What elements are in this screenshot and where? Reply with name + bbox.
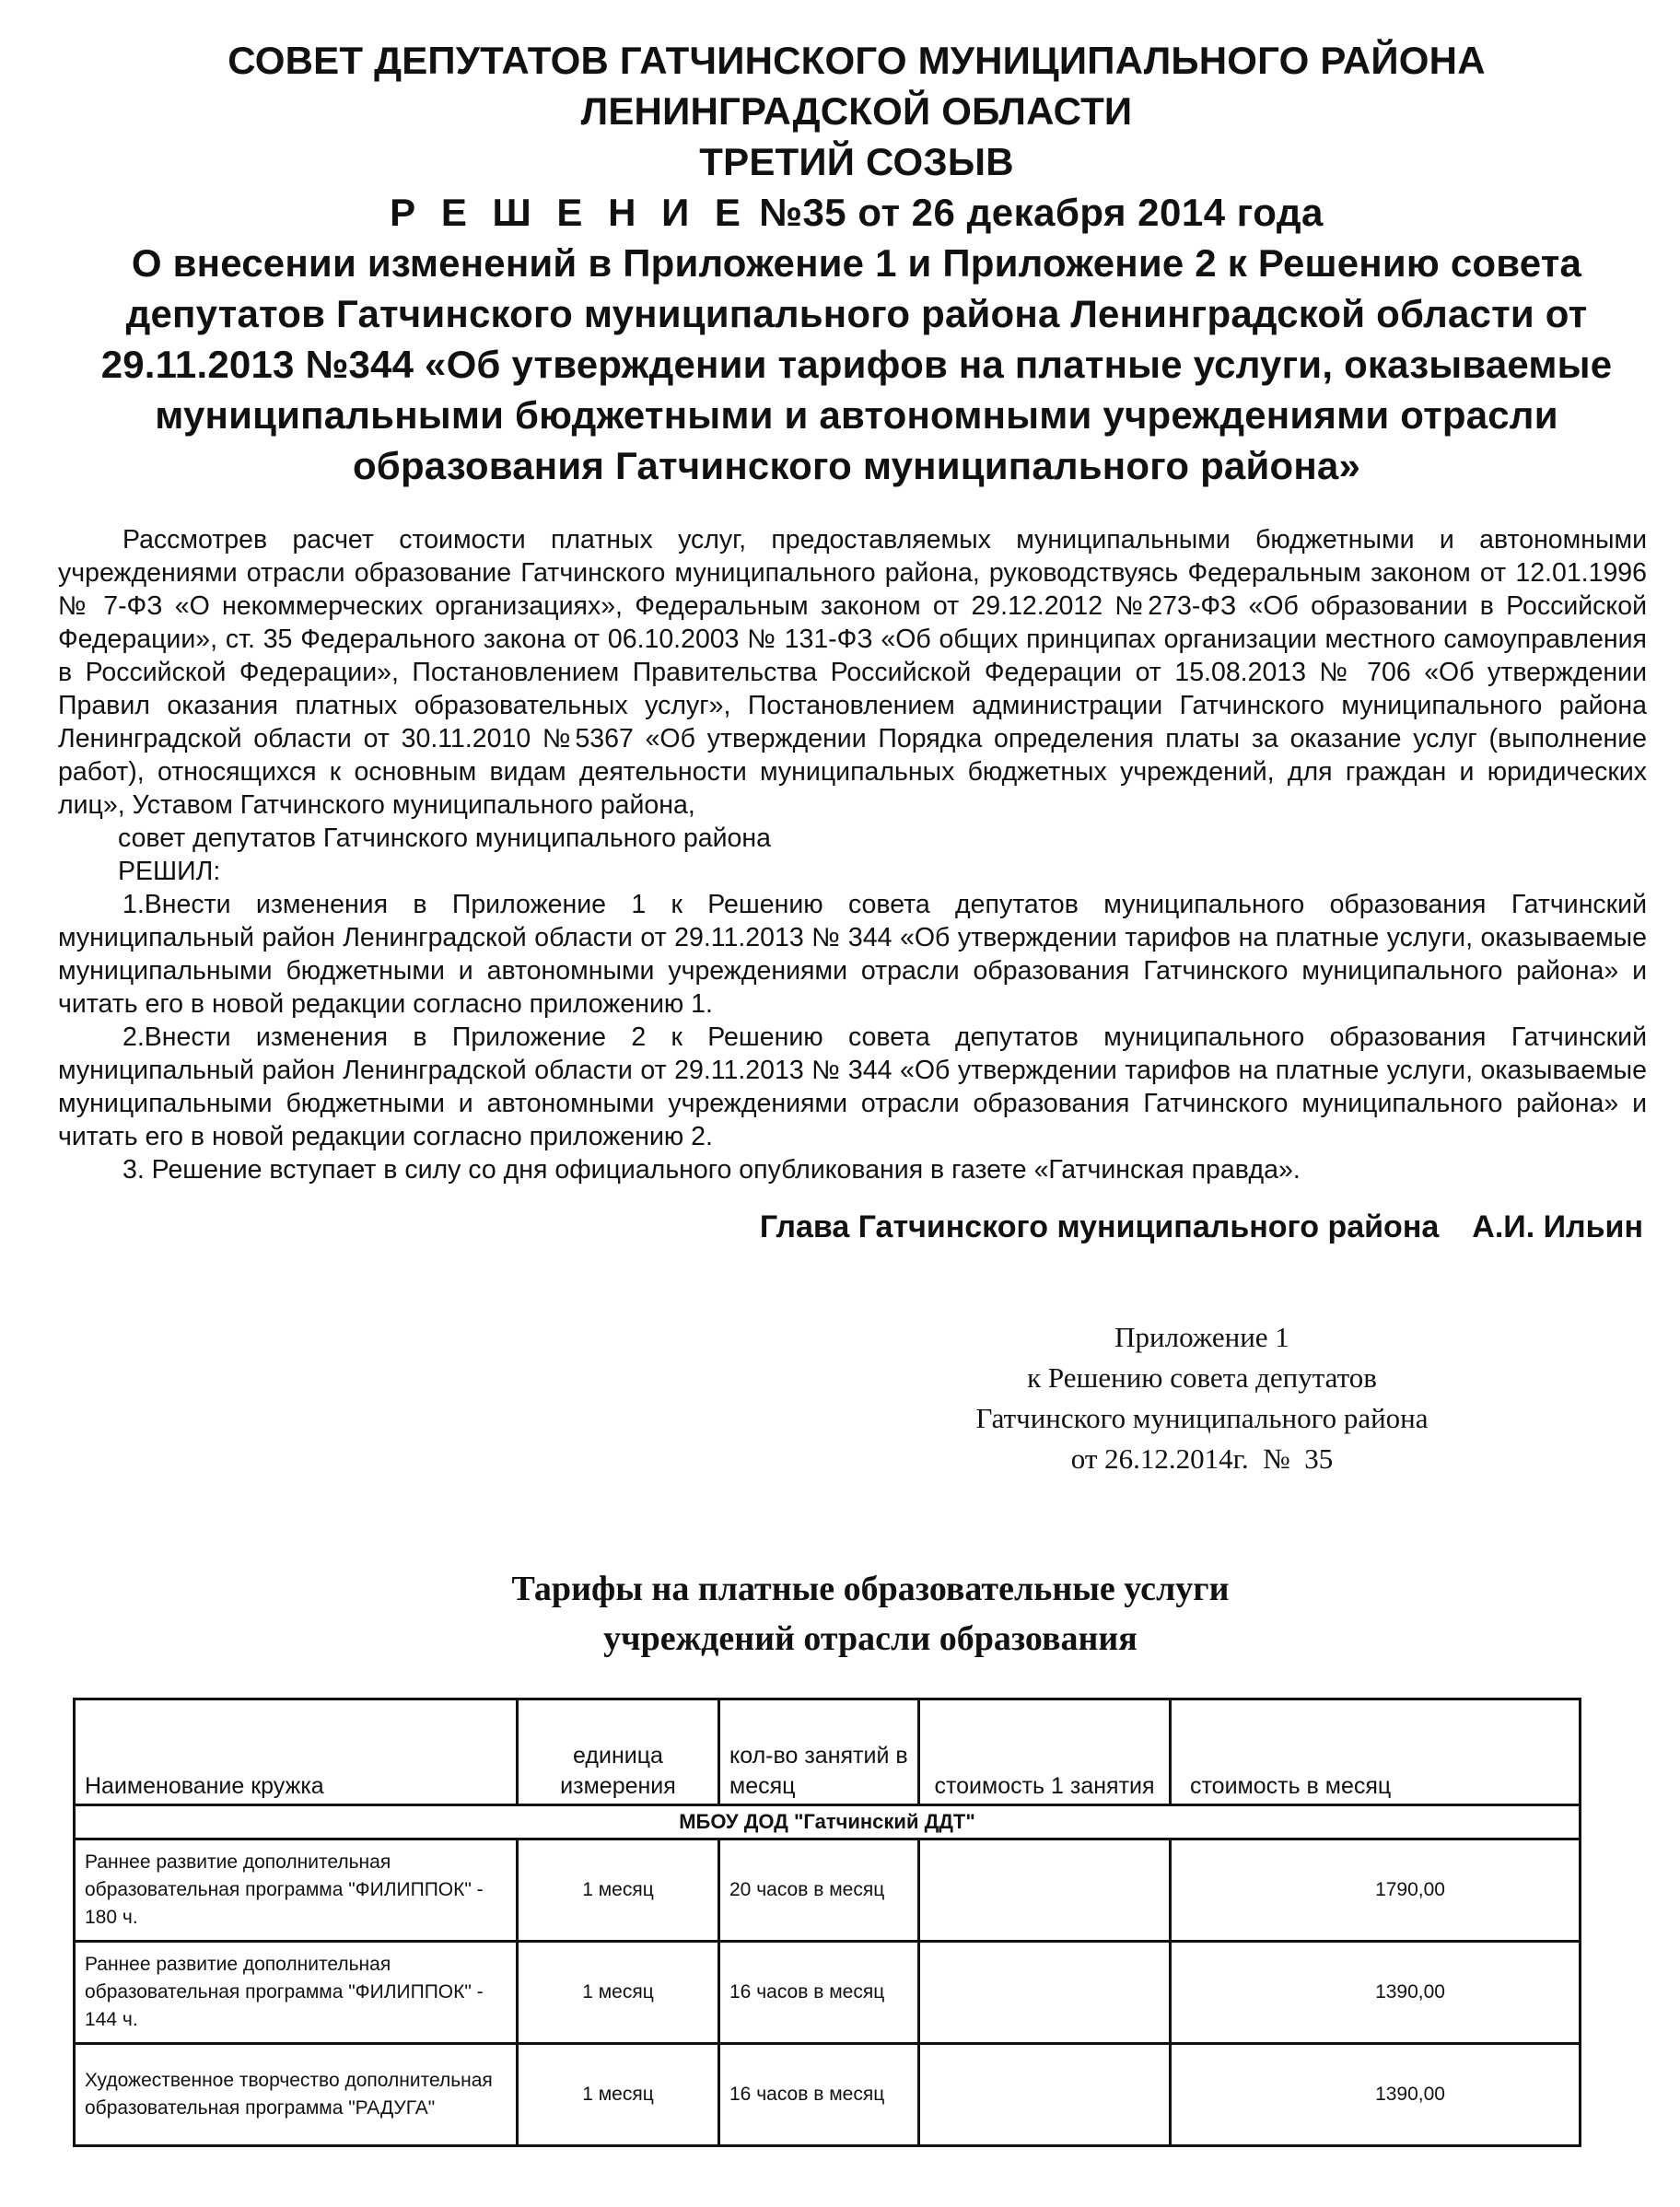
decision-heading — [74, 187, 1639, 238]
tariff-table — [73, 1698, 1581, 2147]
cell-cost-one — [919, 2044, 1171, 2146]
council-line: совет депутатов Гатчинского муниципального района — [118, 823, 771, 853]
table-row — [75, 1942, 1581, 2044]
decision-number-date: №35 от 26 декабря 2014 года — [759, 191, 1324, 234]
cell-unit: 1 месяц — [518, 1839, 719, 1942]
table-row — [75, 2044, 1581, 2146]
appendix-line: от 26.12.2014г. № 35 — [1070, 1442, 1334, 1475]
cell-cost-one — [919, 1942, 1171, 2044]
signatory-title: Глава Гатчинского муниципального района — [759, 1209, 1440, 1244]
subject-line: 29.11.2013 №344 «Об утверждении тарифов на платные услуги, оказываемые — [100, 343, 1613, 386]
subject-line: муниципальными бюджетными и автономными учреждениями отрасли — [155, 393, 1558, 437]
signature-block — [760, 1207, 1643, 1247]
decision-body — [58, 523, 1647, 1186]
region-name: ЛЕНИНГРАДСКОЙ ОБЛАСТИ — [580, 89, 1133, 133]
column-header-cost-month: стоимость в месяц — [1171, 1699, 1581, 1805]
institution-name: МБОУ ДОД "Гатчинский ДДТ" — [75, 1805, 1581, 1839]
appendix-reference — [811, 1317, 1593, 1479]
decision-word: Р Е Ш Е Н И Е — [390, 191, 748, 234]
document-header — [74, 35, 1639, 491]
cell-count: 16 часов в месяц — [719, 2044, 919, 2146]
cell-name: Раннее развитие дополнительная образовательная программа "ФИЛИППОК" - 180 ч. — [75, 1839, 518, 1942]
cell-name: Художественное творчество дополнительная образовательная программа "РАДУГА" — [75, 2044, 518, 2146]
tariff-title-line: Тарифы на платные образовательные услуги — [511, 1570, 1230, 1608]
resolved-line: РЕШИЛ: — [118, 857, 221, 886]
preamble-paragraph: Рассмотрев расчет стоимости платных услуг, предоставляемых муниципальными бюджетными и автономными учреждениями отрасли образование Гатчинского муниципального района, руководствуясь Федеральным законом от 12.01.1996 № 7-ФЗ «О некоммерческих организациях», Федеральным законом от 29.12.2012 №273-ФЗ «Об образовании в Российской Федерации», ст. 35 Федерального закона от 06.10.2003 № 131-ФЗ «Об общих принципах организации местного самоуправления в Российской Федерации», Постановлением Правительства Российской Федерации от 15.08.2013 № 706 «Об утверждении Правил оказания платных образовательных услуг», Постановлением администрации Гатчинского муниципального района Ленинградской области от 30.11.2010 №5367 «Об утверждении Порядка определения платы за оказание услуг (выполнение работ), относящихся к основным видам деятельности муниципальных бюджетных учреждений, для граждан и юридических лиц», Уставом Гатчинского муниципального района, — [58, 525, 1647, 820]
cell-count: 20 часов в месяц — [719, 1839, 919, 1942]
column-header-name: Наименование кружка — [75, 1699, 518, 1805]
table-row — [75, 1839, 1581, 1942]
item-3-paragraph: 3. Решение вступает в силу со дня официального опубликования в газете «Гатчинская правда». — [122, 1155, 1301, 1185]
tariff-title-line: учреждений отрасли образования — [603, 1619, 1138, 1658]
column-header-cost-one: стоимость 1 занятия — [919, 1699, 1171, 1805]
column-header-unit: единица измерения — [518, 1699, 719, 1805]
cell-unit: 1 месяц — [518, 2044, 719, 2146]
appendix-line: к Решению совета депутатов — [1027, 1361, 1377, 1394]
signatory-name: А.И. Ильин — [1472, 1209, 1643, 1244]
subject-line: депутатов Гатчинского муниципального района Ленинградской области от — [125, 292, 1588, 335]
council-name: СОВЕТ ДЕПУТАТОВ ГАТЧИНСКОГО МУНИЦИПАЛЬНОГО РАЙОНА — [228, 39, 1486, 82]
cell-name: Раннее развитие дополнительная образовательная программа "ФИЛИППОК" - 144 ч. — [75, 1942, 518, 2044]
cell-unit: 1 месяц — [518, 1942, 719, 2044]
cell-cost-one — [919, 1839, 1171, 1942]
table-section-row — [75, 1805, 1581, 1839]
column-header-count: кол-во занятий в месяц — [719, 1699, 919, 1805]
cell-cost-month: 1390,00 — [1171, 1942, 1581, 2044]
appendix-line: Приложение 1 — [1114, 1321, 1289, 1353]
cell-cost-month: 1390,00 — [1171, 2044, 1581, 2146]
subject-line: О внесении изменений в Приложение 1 и Приложение 2 к Решению совета — [131, 241, 1582, 285]
table-header-row — [75, 1699, 1581, 1805]
cell-count: 16 часов в месяц — [719, 1942, 919, 2044]
subject-line: образования Гатчинского муниципального района» — [352, 444, 1361, 487]
appendix-line: Гатчинского муниципального района — [975, 1402, 1429, 1434]
item-2-paragraph: 2.Внести изменения в Приложение 2 к Решению совета депутатов муниципального образования Гатчинский муниципальный район Ленинградской области от 29.11.2013 № 344 «Об утверждении тарифов на платные услуги, оказываемые муниципальными бюджетными и автономными учреждениями отрасли образования Гатчинского муниципального района» и читать его в новой редакции согласно приложению 2. — [58, 1022, 1647, 1151]
cell-cost-month: 1790,00 — [1171, 1839, 1581, 1942]
item-1-paragraph: 1.Внести изменения в Приложение 1 к Решению совета депутатов муниципального образования Гатчинский муниципальный район Ленинградской области от 29.11.2013 № 344 «Об утверждении тарифов на платные услуги, оказываемые муниципальными бюджетными и автономными учреждениями отрасли образования Гатчинского муниципального района» и читать его в новой редакции согласно приложению 1. — [58, 890, 1647, 1019]
convocation: ТРЕТИЙ СОЗЫВ — [699, 140, 1014, 183]
tariff-table-title — [387, 1564, 1354, 1664]
